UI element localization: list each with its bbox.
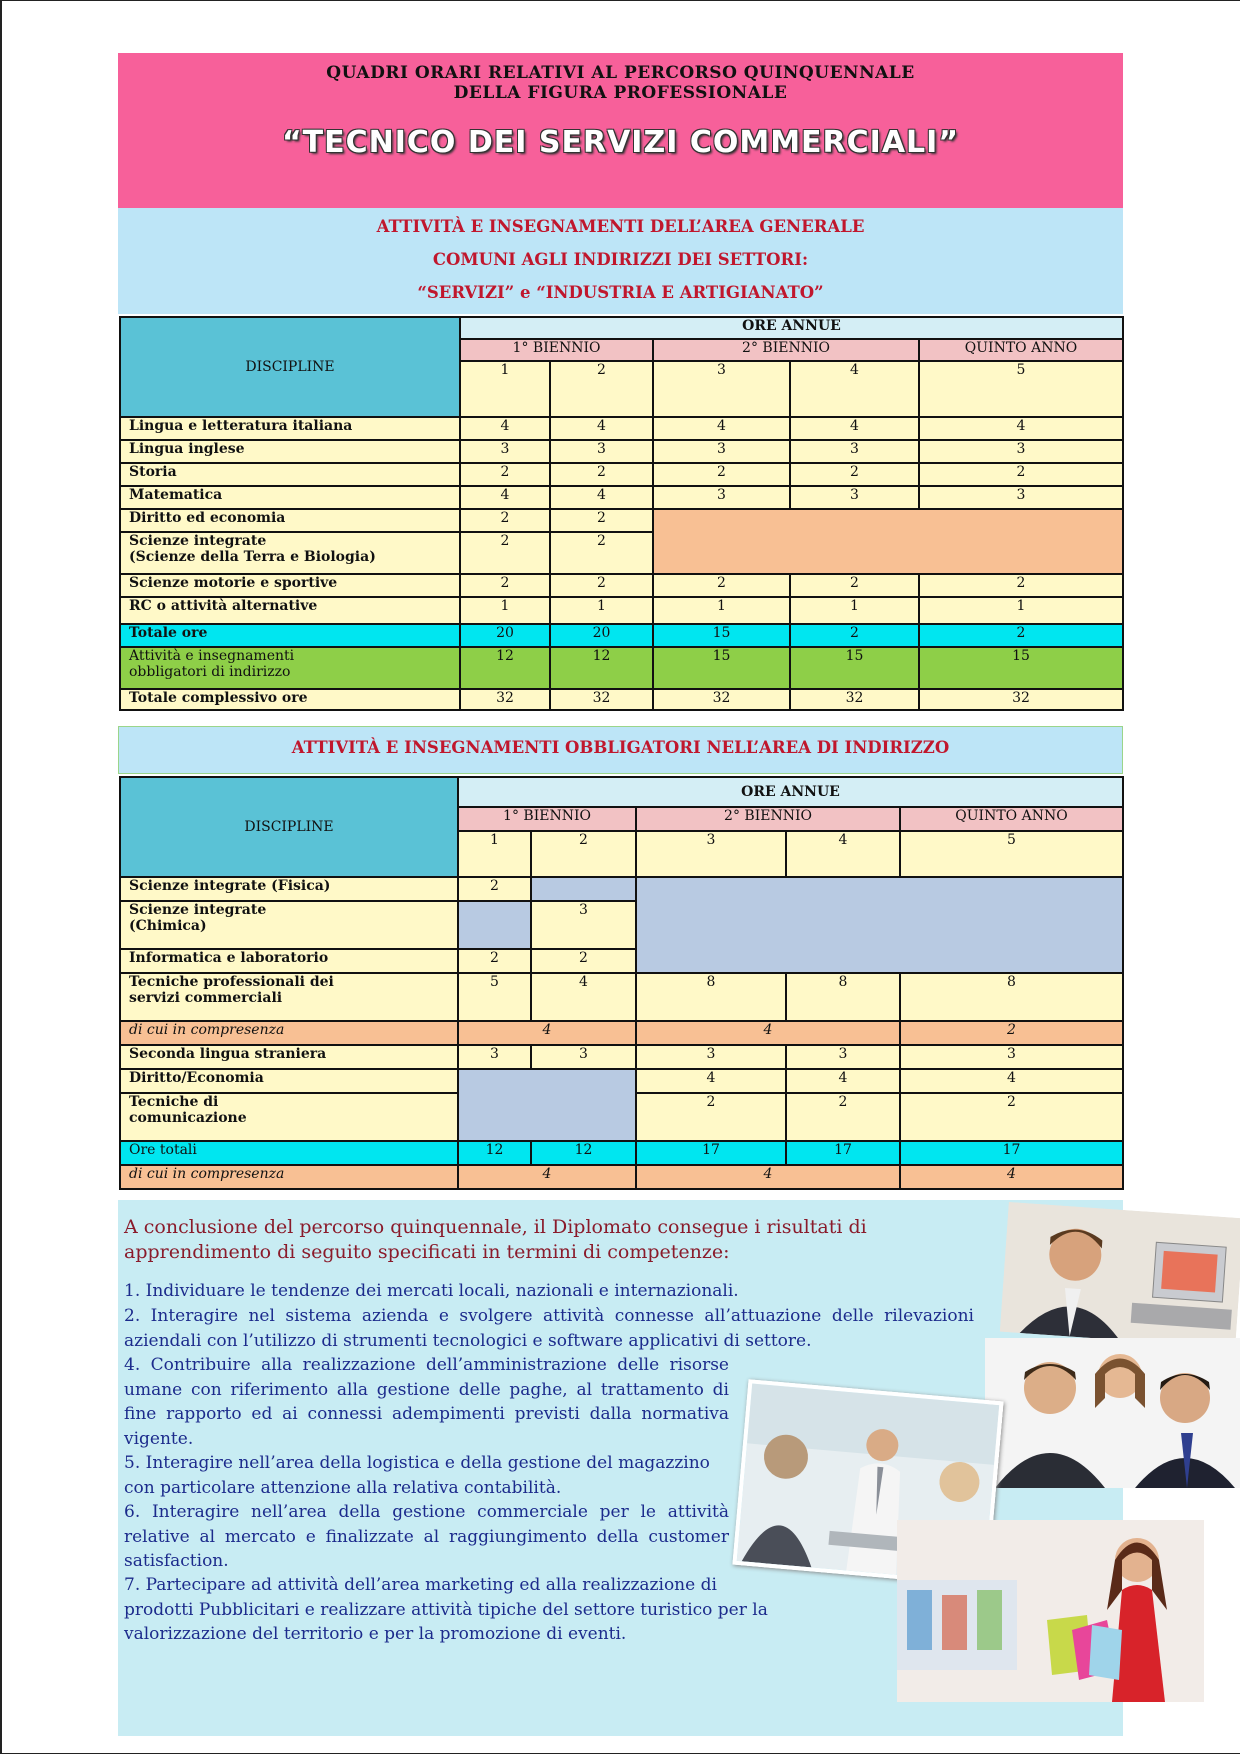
competence-item: 4. Contribuire alla realizzazione dell’amministrazione delle risorse umane con riferimento alla gestione delle paghe, al trattamento di fine rapporto ed ai connessi adempimenti previsti dalla normativa vigente. [124,1355,729,1449]
table-row [120,574,1123,597]
table-row [120,877,1123,901]
hours-cell: 2 [531,949,636,973]
hours-cell: 4 [636,1069,786,1093]
hours-cell: 4 [550,486,653,509]
quinto-anno-header: QUINTO ANNO [919,339,1123,361]
year-cell: 3 [653,361,790,417]
compresenza-label: di cui in compresenza [120,1165,458,1189]
photo-business-team [985,1338,1240,1488]
hours-cell: 2 [460,509,550,532]
discipline-name [120,532,460,574]
table-row [120,417,1123,440]
total-cell: 2 [790,624,919,647]
obbligatori-label-line-1: Attività e insegnamenti [129,648,295,664]
hours-cell: 4 [919,417,1123,440]
hours-cell: 4 [790,417,919,440]
obbligatori-label [120,647,460,689]
hours-cell: 3 [900,1045,1123,1069]
hours-cell: 32 [919,689,1123,710]
hours-cell: 4 [531,973,636,1021]
total-cell: 17 [636,1141,786,1165]
hours-cell: 15 [653,647,790,689]
discipline-name: Informatica e laboratorio [120,949,458,973]
hours-cell: 3 [636,1045,786,1069]
grand-total-row [120,689,1123,710]
table-row [120,509,1123,532]
hours-cell: 2 [550,463,653,486]
hours-cell: 2 [458,949,531,973]
header-line-2: DELLA FIGURA PROFESSIONALE [453,83,788,103]
discipline-name [120,973,458,1021]
hours-cell: 2 [458,877,531,901]
biennio-2-header: 2° BIENNIO [636,807,900,831]
disciplines-header: DISCIPLINE [120,777,458,877]
hours-cell: 1 [790,597,919,624]
hours-cell: 4 [900,1165,1123,1189]
discipline-name [120,901,458,949]
quinto-anno-header: QUINTO ANNO [900,807,1123,831]
hours-cell: 4 [653,417,790,440]
hours-cell: 4 [900,1069,1123,1093]
compresenza-label: di cui in compresenza [120,1021,458,1045]
total-cell: 15 [653,624,790,647]
compresenza-row [120,1165,1123,1189]
general-area-heading [118,208,1123,314]
general-heading-line-1: ATTIVITÀ E INSEGNAMENTI DELL’AREA GENERALE [376,217,865,236]
hours-cell: 2 [919,463,1123,486]
competence-item: 5. Interagire nell’area della logistica e della gestione del magazzino con particolare attenzione alla relativa contabilità. [124,1453,710,1498]
hours-cell: 4 [460,417,550,440]
page-title: “TECNICO DEI SERVIZI COMMERCIALI” [281,125,960,160]
hours-cell: 5 [458,973,531,1021]
discipline-name-line-2: (Chimica) [129,918,207,934]
discipline-name-line-2: servizi commerciali [129,990,283,1006]
hours-cell: 2 [636,1093,786,1141]
hours-cell: 1 [460,597,550,624]
biennio-1-header: 1° BIENNIO [458,807,636,831]
discipline-name: Scienze integrate (Fisica) [120,877,458,901]
hours-cell: 2 [790,463,919,486]
hours-cell: 3 [458,1045,531,1069]
hours-cell: 8 [636,973,786,1021]
photo-businessman-phone [1000,1202,1240,1348]
total-cell: 2 [919,624,1123,647]
hours-cell: 2 [550,574,653,597]
table-row [120,973,1123,1021]
competence-item: 1. Individuare le tendenze dei mercati locali, nazionali e internazionali. [124,1281,739,1301]
discipline-name: Seconda lingua straniera [120,1045,458,1069]
discipline-name: Diritto ed economia [120,509,460,532]
hours-cell: 3 [790,486,919,509]
hours-cell: 3 [531,901,636,949]
hours-cell: 1 [550,597,653,624]
hours-cell: 4 [460,486,550,509]
total-label: Ore totali [120,1141,458,1165]
indirizzo-area-table [119,776,1124,1190]
competence-item: 7. Partecipare ad attività dell’area marketing ed alla realizzazione di prodotti Pubblicitari e realizzare attività tipiche del settore turistico per la valorizzazione del territorio e per la promozione di eventi. [124,1575,768,1644]
empty-block [531,877,636,901]
discipline-name: Matematica [120,486,460,509]
table-row [120,486,1123,509]
total-cell: 12 [458,1141,531,1165]
table-row [120,440,1123,463]
year-cell: 3 [636,831,786,877]
competences-intro: A conclusione del percorso quinquennale, il Diplomato consegue i risultati di apprendimento di seguito specificati in termini di competenze: [124,1216,867,1263]
total-cell: 12 [531,1141,636,1165]
year-cell: 5 [919,361,1123,417]
hours-cell: 3 [653,440,790,463]
businessman-phone-illustration [1000,1202,1240,1348]
competence-item: 2. Interagire nel sistema azienda e svolgere attività connesse all’attuazione delle rilevazioni aziendali con l’utilizzo di strumenti tecnologici e software applicativi di settore. [124,1306,974,1351]
hours-cell: 12 [550,647,653,689]
empty-block [458,901,531,949]
discipline-name-line-2: comunicazione [129,1110,247,1126]
ore-annue-header: ORE ANNUE [460,317,1123,339]
discipline-name: RC o attività alternative [120,597,460,624]
year-cell: 4 [786,831,900,877]
indirizzo-area-heading: ATTIVITÀ E INSEGNAMENTI OBBLIGATORI NELL’AREA DI INDIRIZZO [118,726,1123,774]
obbligatori-label-line-2: obbligatori di indirizzo [129,664,291,680]
hours-cell: 3 [653,486,790,509]
hours-cell: 3 [786,1045,900,1069]
hours-cell: 2 [790,574,919,597]
hours-cell: 2 [900,1093,1123,1141]
hours-cell: 2 [550,509,653,532]
header-line-1: QUADRI ORARI RELATIVI AL PERCORSO QUINQUENNALE [326,63,915,83]
year-cell: 5 [900,831,1123,877]
hours-cell: 4 [458,1165,636,1189]
empty-block [636,877,1123,973]
hours-cell: 1 [653,597,790,624]
compresenza-row [120,1021,1123,1045]
hours-cell: 4 [636,1021,900,1045]
ore-annue-header: ORE ANNUE [458,777,1123,807]
hours-cell: 12 [460,647,550,689]
hours-cell: 4 [458,1021,636,1045]
discipline-name: Scienze motorie e sportive [120,574,460,597]
discipline-name-line-2: (Scienze della Terra e Biologia) [129,549,376,565]
hours-cell: 2 [550,532,653,574]
total-cell: 20 [550,624,653,647]
hours-cell: 2 [653,463,790,486]
discipline-name [120,1093,458,1141]
table-row [120,597,1123,624]
biennio-1-header: 1° BIENNIO [460,339,653,361]
hours-cell: 8 [900,973,1123,1021]
biennio-2-header: 2° BIENNIO [653,339,919,361]
empty-block [458,1069,636,1141]
business-team-illustration [985,1338,1240,1488]
table-row [120,463,1123,486]
hours-cell: 2 [919,574,1123,597]
page-header [118,53,1123,208]
table-row [120,1045,1123,1069]
hours-cell: 3 [919,440,1123,463]
year-cell: 1 [458,831,531,877]
hours-cell: 4 [550,417,653,440]
discipline-name: Lingua inglese [120,440,460,463]
hours-cell: 2 [460,574,550,597]
hours-cell: 3 [531,1045,636,1069]
grand-total-label: Totale complessivo ore [120,689,460,710]
photo-shopping [897,1520,1204,1702]
total-cell: 20 [460,624,550,647]
hours-cell: 32 [790,689,919,710]
empty-block [653,509,1123,574]
hours-cell: 2 [653,574,790,597]
hours-cell: 32 [653,689,790,710]
total-label: Totale ore [120,624,460,647]
year-cell: 4 [790,361,919,417]
discipline-name-line-1: Scienze integrate [129,902,267,918]
general-heading-line-2: COMUNI AGLI INDIRIZZI DEI SETTORI: [432,250,809,269]
hours-cell: 3 [550,440,653,463]
hours-cell: 2 [786,1093,900,1141]
discipline-name-line-1: Tecniche di [129,1094,219,1110]
hours-cell: 4 [786,1069,900,1093]
general-heading-line-3: “SERVIZI” e “INDUSTRIA E ARTIGIANATO” [417,283,824,302]
obbligatori-row [120,647,1123,689]
hours-cell: 8 [786,973,900,1021]
hours-cell: 3 [919,486,1123,509]
general-area-table [119,316,1124,711]
hours-cell: 3 [790,440,919,463]
hours-cell: 2 [460,463,550,486]
discipline-name: Diritto/Economia [120,1069,458,1093]
hours-cell: 15 [790,647,919,689]
hours-cell: 32 [460,689,550,710]
year-cell: 2 [550,361,653,417]
hours-cell: 2 [460,532,550,574]
total-row [120,624,1123,647]
hours-cell: 2 [900,1021,1123,1045]
hours-cell: 32 [550,689,653,710]
year-cell: 1 [460,361,550,417]
hours-cell: 4 [636,1165,900,1189]
total-row [120,1141,1123,1165]
shopping-illustration [897,1520,1204,1702]
hours-cell: 15 [919,647,1123,689]
discipline-name: Lingua e letteratura italiana [120,417,460,440]
table-row [120,1069,1123,1093]
hours-cell: 1 [919,597,1123,624]
disciplines-header: DISCIPLINE [120,317,460,417]
hours-cell: 3 [460,440,550,463]
year-cell: 2 [531,831,636,877]
discipline-name-line-1: Scienze integrate [129,533,267,549]
total-cell: 17 [786,1141,900,1165]
discipline-name: Storia [120,463,460,486]
total-cell: 17 [900,1141,1123,1165]
competence-item: 6. Interagire nell’area della gestione commerciale per le attività relative al mercato e finalizzate al raggiungimento della customer satisfaction. [124,1502,729,1571]
discipline-name-line-1: Tecniche professionali dei [129,974,334,990]
